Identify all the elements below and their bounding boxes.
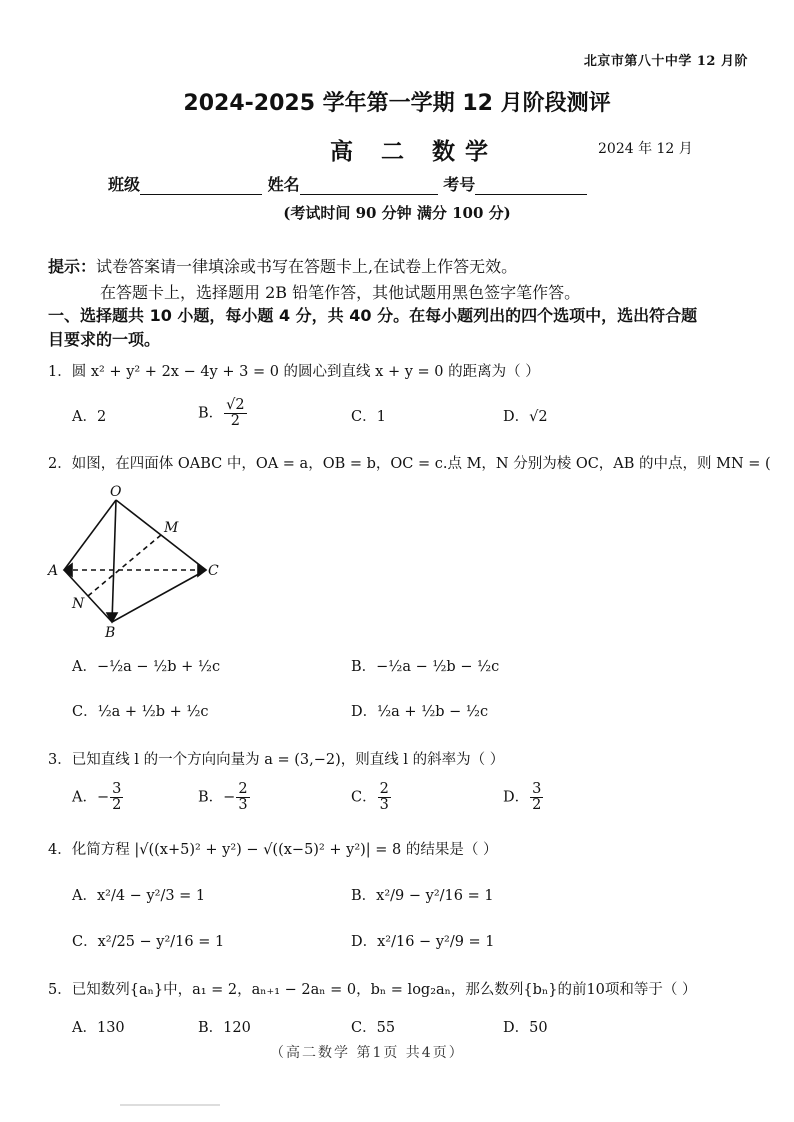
page-footer: （高二数学 第1页 共4页）: [270, 1045, 465, 1061]
question-1-stem: 1．圆 x² + y² + 2x − 4y + 3 = 0 的圆心到直线 x + y = 0 的距离为（ ）: [48, 364, 540, 380]
tetrahedron-figure: [46, 480, 236, 640]
q1-option-c[interactable]: C．1: [351, 409, 386, 425]
q3-a-frac: [110, 782, 123, 813]
q1-option-b-frac: [224, 398, 246, 429]
q3-option-c[interactable]: [351, 782, 392, 813]
q4-option-d[interactable]: D．x²/16 − y²/9 = 1: [351, 934, 495, 950]
q1-option-d[interactable]: D．√2: [503, 409, 548, 425]
class-blank[interactable]: [140, 178, 262, 195]
q1-option-a[interactable]: A．2: [72, 409, 107, 425]
arrow-c-icon: [198, 564, 206, 576]
label-c: C: [208, 563, 219, 579]
question-4-stem: 4．化简方程 |√((x+5)² + y²) − √((x−5)² + y²)| = 8 的结果是（ ）: [48, 842, 498, 858]
q4-option-c[interactable]: C．x²/25 − y²/16 = 1: [72, 934, 225, 950]
q3-option-a-label: A．−: [72, 789, 110, 806]
frac-num: √2: [226, 397, 245, 413]
exam-info: (考试时间 90 分钟 满分 100 分): [283, 204, 511, 222]
q3-option-b-label: B．−: [198, 789, 236, 806]
frac-den: 2: [230, 413, 240, 430]
q4-option-b[interactable]: B．x²/9 − y²/16 = 1: [351, 888, 494, 904]
q2-option-b[interactable]: B．−½a − ½b − ½c: [351, 659, 500, 675]
tip-text-1: 试卷答案请一律填涂或书写在答题卡上,在试卷上作答无效。: [96, 257, 518, 276]
name-label: 姓名: [267, 175, 300, 194]
subject-title: 高 二 数学: [330, 139, 499, 165]
frac-num: 2: [238, 781, 248, 797]
segment-mn-dashed: [88, 535, 161, 596]
q3-d-frac: [530, 782, 543, 813]
label-m: M: [164, 520, 179, 536]
question-2-stem: 2．如图，在四面体 OABC 中，OA = a，OB = b，OC = c.点 M，N 分别为棱 OC，AB 的中点，则 MN = (: [48, 456, 771, 472]
q5-option-c[interactable]: C．55: [351, 1020, 396, 1036]
id-label: 考号: [443, 175, 476, 194]
name-blank[interactable]: [300, 178, 438, 195]
q5-option-b[interactable]: B．120: [198, 1020, 251, 1036]
question-5-stem: 5．已知数列{aₙ}中，a₁ = 2，aₙ₊₁ − 2aₙ = 0，bₙ = log₂aₙ，那么数列{bₙ}的前10项和等于（ ）: [48, 982, 697, 998]
scan-artifact-bar: [120, 1104, 220, 1106]
q1-option-b[interactable]: [198, 398, 248, 429]
q3-b-frac: [236, 782, 249, 813]
q2-option-d[interactable]: D．½a + ½b − ½c: [351, 704, 489, 720]
student-info-fields: [108, 172, 587, 195]
q4-option-a[interactable]: A．x²/4 − y²/3 = 1: [72, 888, 206, 904]
frac-den: 3: [238, 797, 248, 814]
frac-den: 3: [379, 797, 389, 814]
exam-date: 2024 年 12 月: [598, 141, 693, 157]
q3-option-d[interactable]: [503, 782, 544, 813]
frac-num: 2: [379, 781, 389, 797]
question-3-stem: 3．已知直线 l 的一个方向向量为 a = (3,−2)，则直线 l 的斜率为（ ）: [48, 752, 505, 768]
q2-option-a[interactable]: A．−½a − ½b + ½c: [72, 659, 221, 675]
tip-line-2: 在答题卡上，选择题用 2B 铅笔作答，其他试题用黑色签字笔作答。: [100, 283, 581, 302]
label-o: O: [110, 484, 122, 500]
label-a: A: [48, 563, 59, 579]
q3-option-d-label: D．: [503, 789, 530, 806]
q5-option-d[interactable]: D．50: [503, 1020, 548, 1036]
section-heading-line-2: 目要求的一项。: [48, 330, 161, 349]
edge-oa: [64, 500, 116, 570]
q2-option-c[interactable]: C．½a + ½b + ½c: [72, 704, 209, 720]
frac-den: 2: [112, 797, 122, 814]
edge-ob: [112, 500, 116, 622]
q3-option-b[interactable]: [198, 782, 251, 813]
edge-bc: [112, 570, 206, 622]
q3-option-c-label: C．: [351, 789, 377, 806]
label-b: B: [105, 625, 116, 640]
section-heading-line-1: 一、选择题共 10 小题，每小题 4 分，共 40 分。在每小题列出的四个选项中，选出符合题: [48, 306, 698, 325]
q1-option-b-label: B．: [198, 405, 224, 422]
q3-c-frac: [378, 782, 391, 813]
q5-option-a[interactable]: A．130: [72, 1020, 125, 1036]
q3-option-a[interactable]: [72, 782, 124, 813]
frac-num: 3: [112, 781, 122, 797]
class-label: 班级: [108, 175, 141, 194]
label-n: N: [72, 596, 85, 612]
frac-num: 3: [532, 781, 542, 797]
tip-line-1: [48, 254, 517, 277]
exam-title: 2024-2025 学年第一学期 12 月阶段测评: [183, 91, 611, 116]
id-blank[interactable]: [475, 178, 587, 195]
frac-den: 2: [532, 797, 542, 814]
tip-label: 提示：: [48, 257, 97, 276]
school-name: 北京市第八十中学 12 月阶: [583, 54, 748, 69]
